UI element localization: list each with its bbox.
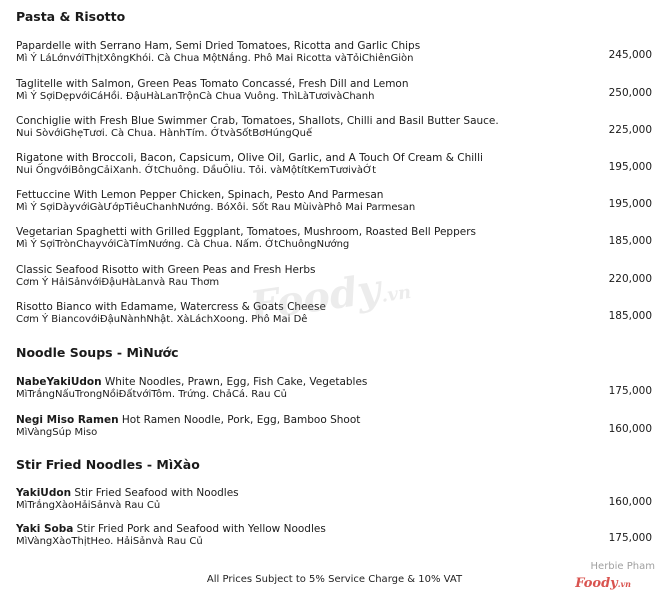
- item-price: 225,000: [608, 124, 652, 136]
- item-price: 160,000: [608, 423, 652, 435]
- item-name: [16, 487, 239, 499]
- item-price: 220,000: [608, 273, 652, 285]
- item-vietnamese: Cơm Ý BiancovớiĐậuNànhNhật. XàLáchXoong. Phô Mai Dê: [16, 314, 308, 325]
- menu-item: [16, 115, 656, 149]
- item-name-bold: Yaki Soba: [16, 523, 74, 535]
- watermark-main: Foody: [247, 265, 384, 330]
- foody-logo: [575, 576, 631, 591]
- item-name-bold: NabeYakiUdon: [16, 376, 102, 388]
- menu-item: [16, 264, 656, 298]
- item-vietnamese: Mì Ý SợiTrònChayvớiCàTímNướng. Cà Chua. Nấm. ỚtChuôngNướng: [16, 239, 350, 250]
- menu-item: [16, 189, 656, 223]
- menu-item: [16, 487, 656, 521]
- item-name: Vegetarian Spaghetti with Grilled Eggplant, Tomatoes, Mushroom, Roasted Bell Peppers: [16, 226, 477, 238]
- item-price: 195,000: [608, 161, 652, 173]
- item-name: Rigatone with Broccoli, Bacon, Capsicum, Olive Oil, Garlic, and A Touch Of Cream & Chilli: [16, 152, 483, 164]
- item-price: 175,000: [608, 385, 652, 397]
- menu-item: [16, 152, 656, 186]
- item-vietnamese: Mì Ý SợiDẹpvớiCáHồi. ĐậuHàLanTrộnCà Chua Vuông. ThìLàTươivàChanh: [16, 91, 375, 102]
- brand-main: Foody: [575, 576, 618, 591]
- item-name: [16, 376, 367, 388]
- item-name-desc: Stir Fried Seafood with Noodles: [71, 487, 239, 499]
- item-price: 175,000: [608, 532, 652, 544]
- item-name: [16, 523, 326, 535]
- item-vietnamese: Cơm Ý HảiSảnvớiĐậuHàLanvà Rau Thơm: [16, 277, 220, 288]
- price-footnote: All Prices Subject to 5% Service Charge & 10% VAT: [206, 574, 463, 585]
- item-vietnamese: Mì Ý SợiDàyvớiGàƯớpTiêuChanhNướng. BóXôi. Sốt Rau MùivàPhô Mai Parmesan: [16, 202, 416, 213]
- menu-item: [16, 414, 656, 448]
- item-name-desc: Hot Ramen Noodle, Pork, Egg, Bamboo Shoot: [118, 414, 361, 426]
- item-vietnamese: MìTrắngNấuTrongNồiĐấtvớiTôm. Trứng. ChảCá. Rau Củ: [16, 389, 287, 400]
- menu-item: [16, 301, 656, 335]
- section-title-stir-fried: Stir Fried Noodles - MìXào: [16, 457, 200, 472]
- item-name-bold: Negi Miso Ramen: [16, 414, 119, 426]
- item-vietnamese: MìVàngXàoThịtHeo. HảiSảnvà Rau Củ: [16, 536, 203, 547]
- item-vietnamese: MìVàngSúp Miso: [16, 427, 98, 438]
- section-title-pasta: Pasta & Risotto: [16, 9, 126, 24]
- uploader-name: Herbie Pham: [590, 561, 655, 572]
- item-name-bold: YakiUdon: [16, 487, 72, 499]
- item-vietnamese: Mì Ý LáLớnvớiThịtXôngKhói. Cà Chua MộtNắng. Phô Mai Ricotta vàTỏiChiênGiòn: [16, 53, 414, 64]
- item-name: Fettuccine With Lemon Pepper Chicken, Spinach, Pesto And Parmesan: [16, 189, 384, 201]
- item-price: 245,000: [608, 49, 652, 61]
- item-name: Taglitelle with Salmon, Green Peas Tomato Concassé, Fresh Dill and Lemon: [16, 78, 409, 90]
- item-name-desc: White Noodles, Prawn, Egg, Fish Cake, Vegetables: [101, 376, 368, 388]
- item-name: Classic Seafood Risotto with Green Peas and Fresh Herbs: [16, 264, 316, 276]
- menu-item: [16, 40, 656, 74]
- menu-item: [16, 376, 656, 410]
- item-name: [16, 414, 360, 426]
- item-price: 160,000: [608, 496, 652, 508]
- item-price: 250,000: [608, 87, 652, 99]
- item-name: Conchiglie with Fresh Blue Swimmer Crab, Tomatoes, Shallots, Chilli and Basil Butter Sauce.: [16, 115, 499, 127]
- menu-item: [16, 226, 656, 260]
- section-title-noodle-soups: Noodle Soups - MìNước: [16, 345, 179, 360]
- item-name: Risotto Bianco with Edamame, Watercress & Goats Cheese: [16, 301, 326, 313]
- item-vietnamese: MìTrắngXàoHảiSảnvà Rau Củ: [16, 500, 161, 511]
- item-price: 185,000: [608, 235, 652, 247]
- item-vietnamese: Nui ỐngvớiBôngCảiXanh. ỚtChuông. DầuÔliu. Tỏi. vàMộtítKemTươivàỚt: [16, 165, 377, 176]
- brand-suffix: .vn: [617, 579, 631, 589]
- item-vietnamese: Nui SòvớiGhẹTươi. Cà Chua. HànhTím. ỚtvàSốtBơHúngQuế: [16, 128, 313, 139]
- item-name: Papardelle with Serrano Ham, Semi Dried Tomatoes, Ricotta and Garlic Chips: [16, 40, 421, 52]
- menu-item: [16, 78, 656, 112]
- item-price: 185,000: [608, 310, 652, 322]
- menu-item: [16, 523, 656, 557]
- watermark-suffix: .vn: [379, 281, 413, 307]
- item-price: 195,000: [608, 198, 652, 210]
- item-name-desc: Stir Fried Pork and Seafood with Yellow Noodles: [73, 523, 326, 535]
